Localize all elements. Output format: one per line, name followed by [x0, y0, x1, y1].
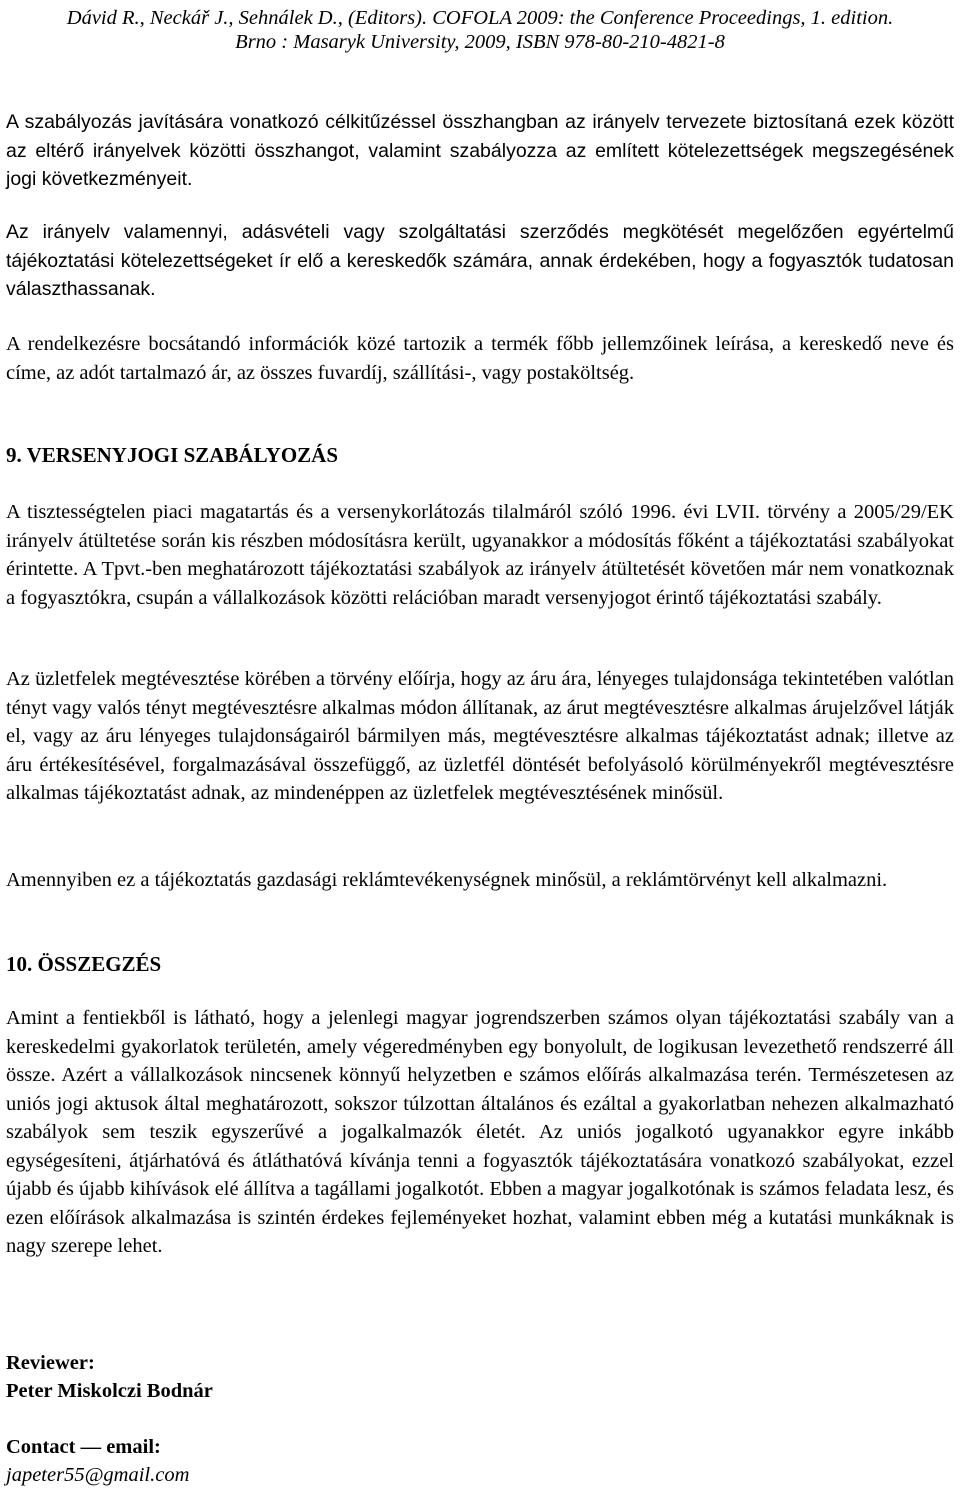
paragraph-7: Amint a fentiekből is látható, hogy a jelenlegi magyar jogrendszerben számos olyan tájékoztatási szabály van a kereskedelmi gyakorlatok területén, amely végeredményben egy bonyolult, de logikusan levezethető rendszerré áll össze. Azért a vállalkozások nincsenek könnyű helyzetben e számos előírás alkalmazása terén. Természetesen az uniós jogi aktusok által meghatározott, sokszor túlzottan általános és ezáltal a gyakorlatban nehezen alkalmazható szabályok sem teszik egyszerűvé a jogalkalmazók életét. Az uniós jogalkotó ugyanakkor egyre inkább egységesíteni, átjárhatóvá és átláthatóvá kívánja tenni a fogyasztók tájékoztatására vonatkozó szabályokat, ezzel újabb és újabb kihívások elé állítva a tagállami jogalkotót. Ebben a magyar jogalkotónak is számos feladata lesz, és ezen előírások alkalmazása is szintén érdekes fejleményeket hozhat, valamint ebben még a kutatási munkáknak is nagy szerepe lehet.	[6, 1007, 954, 1257]
contact-email-link[interactable]: japeter55@gmail.com	[6, 1464, 190, 1486]
paragraph-6: Amennyiben ez a tájékoztatás gazdasági reklámtevékenységnek minősül, a reklámtörvényt kell alkalmazni.	[6, 869, 888, 891]
paragraph-2: Az irányelv valamennyi, adásvételi vagy szolgáltatási szerződés megkötését megelőzően egyértelmű tájékoztatási kötelezettségeket ír elő a kereskedők számára, annak érdekében, hogy a fogyasztók tudatosan választhassanak.	[6, 221, 954, 300]
paragraph-5: Az üzletfelek megtévesztése körében a törvény előírja, hogy az áru ára, lényeges tulajdonsága tekintetében valótlan tényt vagy valós tényt megtévesztésre alkalmas módon állítanak, az árut megtévesztésre alkalmas árujelzővel látják el, vagy az áru lényeges tulajdonságairól bármilyen más, megtévesztésre alkalmas tájékoztatást adnak; illetve az áru értékesítésével, forgalmazásával összefüggő, az üzletfél döntését befolyásoló körülményekről megtévesztésre alkalmas tájékoztatást adnak, az mindenéppen az üzletfelek megtévesztésének minősül.	[6, 668, 954, 804]
paragraph-4: A tisztességtelen piaci magatartás és a versenykorlátozás tilalmáról szóló 1996. évi LVII. törvény a 2005/29/EK irányelv átültetése során kis részben módosításra került, ugyanakkor a módosítás főként a tájékoztatási szabályokat érintette. A Tpvt.-ben meghatározott tájékoztatási szabályok az irányelv átültetését követően már nem vonatkoznak a fogyasztókra, csupán a vállalkozások közötti relációban maradt versenyjogot érintő tájékoztatási szabály.	[6, 501, 954, 609]
section-heading-10: 10. ÖSSZEGZÉS	[6, 952, 162, 976]
reviewer-name: Peter Miskolczi Bodnár	[6, 1380, 213, 1402]
running-header-line1: Dávid R., Neckář J., Sehnálek D., (Editors). COFOLA 2009: the Conference Proceedings, 1. edition.	[66, 7, 894, 29]
paragraph-3: A rendelkezésre bocsátandó információk közé tartozik a termék főbb jellemzőinek leírása, a kereskedő neve és címe, az adót tartalmazó ár, az összes fuvardíj, szállítási-, vagy postaköltség.	[6, 333, 954, 384]
section-heading-9: 9. VERSENYJOGI SZABÁLYOZÁS	[6, 443, 339, 467]
running-header-line2: Brno : Masaryk University, 2009, ISBN 978-80-210-4821-8	[235, 31, 725, 53]
reviewer-label: Reviewer:	[6, 1352, 95, 1374]
paragraph-1: A szabályozás javítására vonatkozó célkitűzéssel összhangban az irányelv tervezete biztosítaná ezek között az eltérő irányelvek közötti összhangot, valamint szabályozza az említett kötelezettségek megszegésének jogi következményeit.	[6, 111, 954, 190]
contact-label: Contact — email:	[6, 1436, 161, 1458]
